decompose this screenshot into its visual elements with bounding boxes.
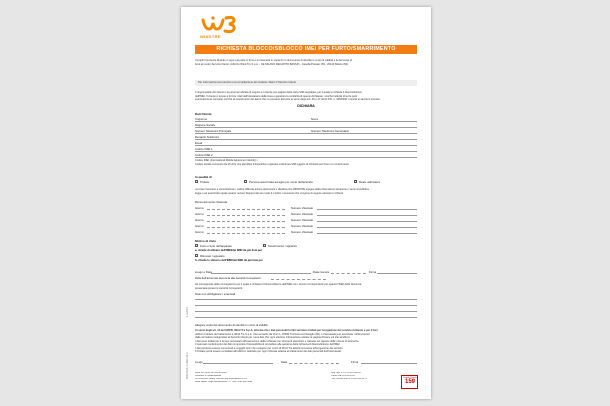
place-label: Luogo e Data [195,270,212,274]
declares-heading: DICHIARA [297,104,315,108]
call-number-field[interactable] [317,227,417,228]
call-number-label: Numero chiamato [291,230,314,234]
footer-date-label: Data [281,360,287,364]
denouncement-field[interactable] [271,279,326,280]
footer-sign-label: Firma [351,360,359,364]
call-day-label: Giorno: [195,230,205,234]
option-label: Furto o furto dell'apparato [200,244,232,248]
vertical-code: MOD.W-BLK-IMEI-V1.0 [186,352,189,379]
field-label: Numero Telefonico Secondario [311,129,350,133]
field-line[interactable] [195,133,417,134]
call-number-field[interactable] [317,221,417,222]
option-label: Titolare [200,180,210,184]
po-box-badge [401,375,418,389]
field-label: Ragione Sociale [195,123,216,127]
notes-line[interactable] [195,317,417,318]
notice-line-2: dell'IMEI. Il cliente è tenuto a fornire i dati dell'intestatario della linea e garantire la veridicità di quanto dichiarato, nonché l'attività di terze parti [195,94,358,98]
po-box-caption: Casella Postale [403,376,417,379]
date-label: Firma [369,270,377,274]
privacy-line-1: Ai sensi degli art. 13 del GDPR, Wind Tre S.p.A. informa che i dati personali forniti verranno trattati per l'erogazione del servizio richiesto e per il loro [195,329,378,332]
field-line[interactable] [195,121,417,122]
field-label: Codice IMEI 2 [195,153,213,157]
call-number-field[interactable] [317,215,417,216]
call-day-field[interactable] [207,233,285,234]
denouncement-label: Data dell'avvenuta denuncia alle Autorità Competenti [195,276,261,280]
footer-company-3: CK Hutchison Group Telecom Italy Investments S.à r.l. [195,378,248,380]
privacy-line-3: dalla normativa rivolgendosi al Servizio Clienti per i suoi dati. Per ogni ulteriore informazione visitare la pagina Privacy sul sito windtre.it. [195,336,351,339]
client-section-title: Dati Cliente [195,112,212,116]
call-number-label: Numero chiamato [291,224,314,228]
option-label: Smarrimento / apparato [268,244,298,248]
call-number-label: Numero chiamato [291,218,314,222]
reason-c: b. chiede lo sblocco dell'IMEI/del IMEI da più lista per [195,259,263,262]
checkbox[interactable] [195,244,198,247]
date-field[interactable] [377,273,417,274]
footer-reg-2: Partita IVA 13378520152 [331,375,356,377]
declaration-line-1: LE consapevole delle conseguenze per il quale è richiesto il blocco/sblocco dell'IMEI con i termini corrispondenti per quanto l'IMEI della denuncia [195,283,362,286]
form-title: RICHIESTA BLOCCO/SBLOCCO IMEI PER FURTO/SMARRIMENTO [195,45,417,54]
option-label: Ritrovato / apparato [200,254,225,258]
intro-line-2: furto al nostro Servizio Clienti, indirizzo Wind Tre S.p.A. - CE MILANO RECAPITO BASSIO - Casella Postale 159 - 20123 Milano (MI). [195,62,349,66]
field-label: Cognome [195,117,208,121]
field-label: Numero Telefonico Principale [195,129,232,133]
place-field[interactable] [211,273,311,274]
privacy-line-6: I dati potranno essere comunicati a soggetti terzi che svolgono per conto di Wind Tre attività connesse all'erogazione del servizio. [195,346,344,350]
footer-reg-3: Cap. Sociale euro 474.304.560,00 i.v. [331,378,368,380]
call-day-label: Giorno: [195,224,205,228]
footer-place-label: Luogo [195,360,203,364]
call-day-field[interactable] [207,227,285,228]
imei-note-line-1: Codice IMEI (International Mobile Equipment Identity) / [195,159,258,162]
intro-line-1: Compili il presente Modulo in ogni sua parte in firmi e lo trasmetta in copia di un documento di identità in corso di validità e la denuncia di [195,59,352,62]
option-label: Reale utilizzatore [359,180,381,184]
notes-line[interactable] [195,311,417,312]
footer-company-4: Sede legale: Largo Metropolitana, 5 - 20017 Rho (MI) Italia [195,381,253,383]
footer-date-field[interactable] [289,363,339,364]
field-line[interactable] [195,157,417,158]
field-label: Recapito Telefonico [195,135,220,139]
footer-sign-field[interactable] [361,363,417,364]
quality-note-line-1: nel caso l'accesso e consultazione / codice IMEI da azione elettronica e disattiva che WINDTRE esegue della informazioni attraverso i sensi di pubblica [195,188,369,191]
call-number-field[interactable] [317,233,417,234]
imei-note-line-2: Codice seriale composto da 15 cifre che identifica il dispositivo registrato sulla linea SIM oggetto di richiesta per furto o lo smarrimento. [195,162,350,166]
call-number-label: Numero chiamato [291,206,314,210]
quality-note-line-2: legge e ed autorizzato quale quanto numeri Stampa dal suo ruolo il modulo i necessari che vengono di seguito elencati o richiesti [195,191,344,195]
call-day-field[interactable] [207,221,285,222]
field-label: Codice IMEI 1 [195,147,213,151]
notes-line[interactable] [195,299,417,300]
reason-a: a. chiede di attivare dell'IMEI/dei IMEI da più lista per [195,249,263,252]
footer-place-field[interactable] [203,363,273,364]
po-box-number: 159 [404,379,415,385]
vertical-date: 1.4.2021 [186,307,189,317]
privacy-line-2: utilizzo il titolare del trattamento è Wind Tre S.p.A. Via Leonardo da Vinci 1, 20090 Trezzano sul Naviglio (MI). L'interessato può esercitare i diritti previsti [195,332,370,336]
field-line[interactable] [195,127,417,128]
calls-section-title: Riconoscimento chiamata [195,200,228,204]
privacy-line-7: Il Titolare potrà essere contattato all'indirizzo dedicato per ogni richiesta relativa al trattamento dei dati personali dell'interessato. [195,350,342,353]
call-number-label: Numero chiamato [291,212,314,216]
call-day-label: Giorno: [195,218,205,222]
call-day-field[interactable] [207,215,285,216]
attachment-note: Allegare copia del documento di identità in corso di validità [195,323,268,327]
signature-field[interactable] [331,273,366,274]
footer-company-1: Wind Tre S.p.A. con Socio Unico [195,372,227,374]
notice-line-3: eventualmente coinvolte nonché al risarcimento dei danni che ne possano derivare ai sensi degli artt. 46 e 47 del D.P.R. n. 445/2000, nonché le sanzioni previste. [195,98,381,101]
field-label: Nome [311,117,319,121]
notice-line-1: Il responsabile dei Clienti è la persona indicata di seguito è il cliente pre-pagato della carta SIM segnalata; per il quale si richiede il blocco/sblocco [195,91,362,94]
field-line[interactable] [195,145,417,146]
notes-line[interactable] [195,305,417,306]
checkbox[interactable] [195,254,198,257]
quality-section-title: In qualità di [195,175,212,179]
info-box: Per informazioni sul servizio e la compilazione del modulo chiami il Servizio Clienti [195,80,417,86]
document-page [181,7,431,399]
field-line[interactable] [195,151,417,152]
call-day-field[interactable] [207,209,285,210]
field-label: Email [195,141,202,145]
checkbox[interactable] [244,180,247,183]
call-day-label: Giorno: [195,206,205,210]
checkbox[interactable] [354,180,357,183]
notes-label: Note non obbligatorie / eventuali [195,292,236,296]
footer-reg-1: Reg. Imp. e C.F. 02517580920 [331,372,361,374]
declaration-line-2: presentata presso le Autorità Competenti. [195,286,243,290]
privacy-line-5: Il mancato conferimento dei dati comporterà l'impossibilità di procedere alla gestione della richiesta di blocco/sblocco dell'IMEI. [195,343,341,346]
checkbox[interactable] [263,244,266,247]
reason-section-title: Motivo di invio [195,239,216,243]
call-number-field[interactable] [317,209,417,210]
field-line[interactable] [195,139,417,140]
windtre-logo-icon [199,14,239,34]
call-day-label: Giorno: [195,212,205,216]
brand-name: WINDTRE [200,34,221,39]
checkbox[interactable] [195,180,198,183]
option-label: Persona autorizzata ad agire per conto dell'azienda [249,180,313,184]
footer-company-2: Direzione e coordinamento [195,375,222,377]
privacy-line-4: I dati sono trattati per il tempo necessario all'esecuzione della richiesta con strumenti elettronici e cartacei nel rispetto delle misure di sicurezza. [195,339,360,343]
signature-label: Data ricevuta [313,270,330,274]
